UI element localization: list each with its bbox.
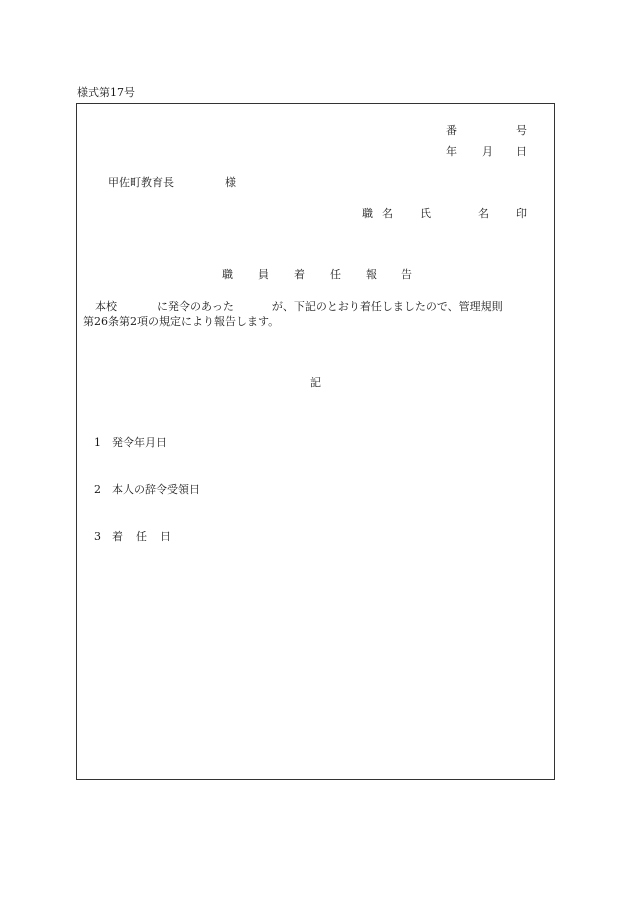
- title-char-6: 告: [401, 268, 412, 281]
- sender-name-char-2: 名: [478, 207, 489, 220]
- item-3-char-1: 着: [112, 530, 123, 543]
- number-label-ban: 番: [446, 124, 457, 137]
- report-body: [83, 299, 551, 329]
- item-3-char-3: 日: [160, 530, 171, 543]
- item-3-char-2: 任: [136, 530, 147, 543]
- body-part-2: に発令のあった: [157, 300, 234, 313]
- number-label-go: 号: [516, 124, 527, 137]
- sender-seal: 印: [516, 207, 527, 220]
- title-char-4: 任: [330, 268, 341, 281]
- title-char-3: 着: [294, 268, 305, 281]
- body-part-1: 本校: [95, 300, 117, 313]
- addressee-honorific: 様: [225, 176, 236, 189]
- date-year-label: 年: [446, 145, 457, 158]
- item-2-label: 本人の辞令受領日: [112, 483, 200, 496]
- item-1-number: 1: [94, 436, 101, 449]
- addressee-name: 甲佐町教育長: [108, 176, 174, 189]
- report-form-frame: [76, 103, 555, 780]
- body-line-2: 第26条第2項の規定により報告します。: [83, 315, 280, 328]
- title-char-1: 職: [222, 268, 233, 281]
- record-heading: 記: [310, 376, 321, 389]
- sender-title-char-1: 職: [362, 207, 373, 220]
- sender-name-char-1: 氏: [420, 207, 431, 220]
- date-month-label: 月: [482, 145, 493, 158]
- date-day-label: 日: [516, 145, 527, 158]
- item-3-number: 3: [94, 530, 101, 543]
- item-1-label: 発令年月日: [112, 436, 167, 449]
- title-char-2: 員: [258, 268, 269, 281]
- title-char-5: 報: [366, 268, 377, 281]
- form-number: 様式第17号: [77, 86, 135, 99]
- body-part-3: が、下記のとおり着任しましたので、管理規則: [271, 300, 503, 313]
- sender-title-char-2: 名: [382, 207, 393, 220]
- item-2-number: 2: [94, 483, 101, 496]
